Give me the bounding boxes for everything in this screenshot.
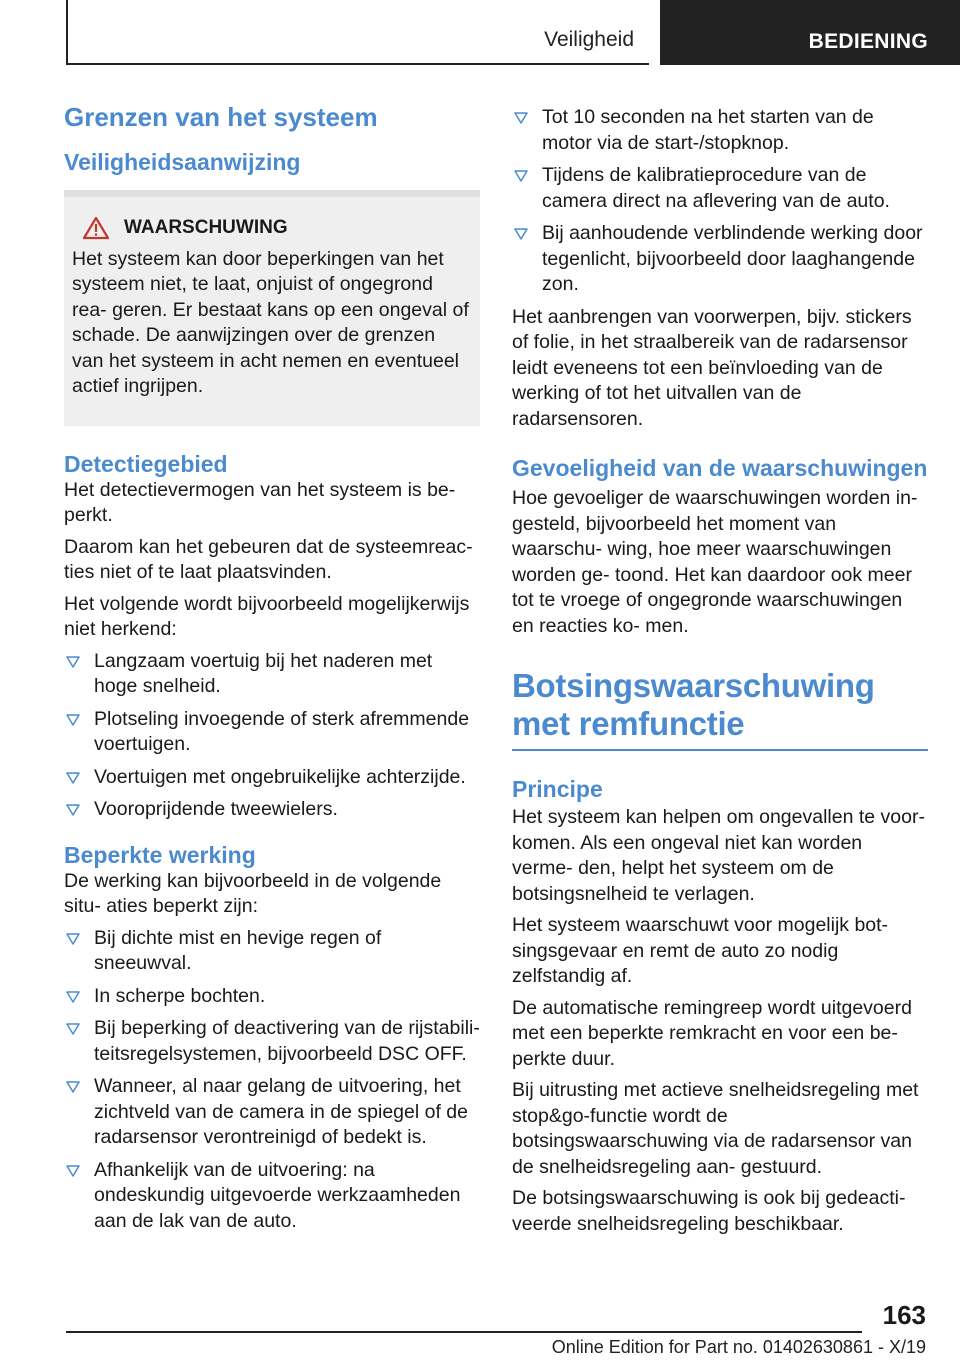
principle-heading: Principe — [512, 776, 603, 802]
list-item: Wanneer, al naar gelang de uitvoering, het zichtveld van de camera in de spiegel of de radarsensor verontreinigd of bedekt is. — [64, 1074, 480, 1151]
list-item: Tijdens de kalibratieprocedure van de camera direct na aflevering van de auto. — [512, 163, 928, 214]
sensitivity-heading: Gevoeligheid van de waarschuwingen — [512, 455, 928, 481]
warning-triangle-icon — [82, 216, 110, 240]
interference-paragraph: Het aanbrengen van voorwerpen, bijv. stickers of folie, in het straalbereik van de radarsensor leidt eveneens tot een beïnvloeding van de werking of tot het uitvallen van de radarsensoren. — [512, 305, 912, 430]
list-item: In scherpe bochten. — [64, 984, 480, 1010]
header-bottom-rule — [66, 63, 649, 65]
bullet-triangle-icon — [514, 112, 528, 124]
detection-list — [64, 649, 480, 823]
list-item: Voertuigen met ongebruikelijke achterzijde. — [64, 765, 480, 791]
bullet-triangle-icon — [66, 991, 80, 1003]
warning-label: WAARSCHUWING — [124, 217, 288, 238]
bullet-triangle-icon — [66, 772, 80, 784]
bullet-triangle-icon — [514, 170, 528, 182]
bullet-triangle-icon — [66, 656, 80, 668]
main-heading: Botsingswaarschuwing met remfunctie — [512, 667, 875, 742]
list-item: Plotseling invoegende of sterk afremmende voertuigen. — [64, 707, 480, 758]
bullet-triangle-icon — [66, 1081, 80, 1093]
principle-paragraph-2: Het systeem waarschuwt voor mogelijk bot- singsgevaar en remt de auto zo nodig zelfstandig af. — [512, 914, 889, 987]
bullet-triangle-icon — [66, 714, 80, 726]
principle-paragraph-1: Het systeem kan helpen om ongevallen te voor- komen. Als een ongeval niet kan worden verme- den, helpt het systeem om de botsingsnelheid te verlagen. — [512, 806, 925, 905]
detection-paragraph-2: Daarom kan het gebeuren dat de systeemreac- ties niet of te laat plaatsvinden. — [64, 535, 473, 583]
list-item: Langzaam voertuig bij het naderen met hoge snelheid. — [64, 649, 480, 700]
bullet-triangle-icon — [66, 933, 80, 945]
warning-header — [72, 215, 470, 241]
header-chapter-tab: BEDIENING — [660, 0, 960, 65]
detection-heading: Detectiegebied — [64, 450, 228, 477]
warning-box — [64, 190, 480, 426]
bullet-triangle-icon — [66, 1023, 80, 1035]
list-item: Vooroprijdende tweewielers. — [64, 797, 480, 823]
heading-rule — [512, 749, 928, 751]
sensitivity-paragraph: Hoe gevoeliger de waarschuwingen worden in- gesteld, bijvoorbeeld het moment van waarschu- wing, hoe meer waarschuwingen worden ge- toond. Het kan daardoor ook meer tot te vroege of ongegronde waarschuwingen en reacties ko- men. — [512, 487, 918, 637]
list-item: Tot 10 seconden na het starten van de motor via de start-/stopknop. — [512, 105, 928, 156]
list-item: Bij dichte mist en hevige regen of sneeuwval. — [64, 926, 480, 977]
footer-rule — [66, 1331, 862, 1333]
list-item: Bij aanhoudende verblindende werking door tegenlicht, bijvoorbeeld door laaghangende zon. — [512, 221, 928, 298]
principle-paragraph-4: Bij uitrusting met actieve snelheidsregeling met stop&go-functie wordt de botsingswaarschuwing via de radarsensor van de snelheidsregeling aan- gestuurd. — [512, 1079, 919, 1178]
limited-paragraph: De werking kan bijvoorbeeld in de volgende situ- aties beperkt zijn: — [64, 869, 442, 917]
header-section-title: Veiligheid — [544, 28, 634, 51]
right-column — [512, 105, 928, 1243]
detection-paragraph-1: Het detectievermogen van het systeem is be- perkt. — [64, 478, 456, 526]
bullet-triangle-icon — [514, 228, 528, 240]
section-title: Grenzen van het systeem — [64, 102, 378, 132]
limited-list — [64, 926, 480, 1235]
footer-edition: Online Edition for Part no. 01402630861 - X/19 — [551, 1337, 926, 1357]
limited-heading: Beperkte werking — [64, 841, 256, 868]
left-column — [64, 100, 480, 1241]
detection-paragraph-3: Het volgende wordt bijvoorbeeld mogelijkerwijs niet herkend: — [64, 592, 470, 640]
continued-list — [512, 105, 928, 298]
section-subtitle: Veiligheidsaanwijzing — [64, 149, 301, 175]
principle-paragraph-5: De botsingswaarschuwing is ook bij gedeacti- veerde snelheidsregeling beschikbaar. — [512, 1187, 906, 1235]
bullet-triangle-icon — [66, 804, 80, 816]
warning-text: Het systeem kan door beperkingen van het systeem niet, te laat, onjuist of ongegrond rea- geren. Er bestaat kans op een ongeval of schade. De aanwijzingen over de grenzen van het systeem in acht nemen en eventueel actief ingrijpen. — [72, 247, 469, 397]
page-number: 163 — [882, 1300, 926, 1330]
principle-paragraph-3: De automatische remingreep wordt uitgevoerd met een beperkte remkracht en voor een be- perkte duur. — [512, 996, 912, 1070]
bullet-triangle-icon — [66, 1165, 80, 1177]
list-item: Afhankelijk van de uitvoering: na ondeskundig uitgevoerde werkzaamheden aan de lak van de auto. — [64, 1158, 480, 1235]
header-left-rule — [66, 0, 68, 64]
list-item: Bij beperking of deactivering van de rijstabili- teitsregelsystemen, bijvoorbeeld DSC OFF. — [64, 1016, 480, 1067]
